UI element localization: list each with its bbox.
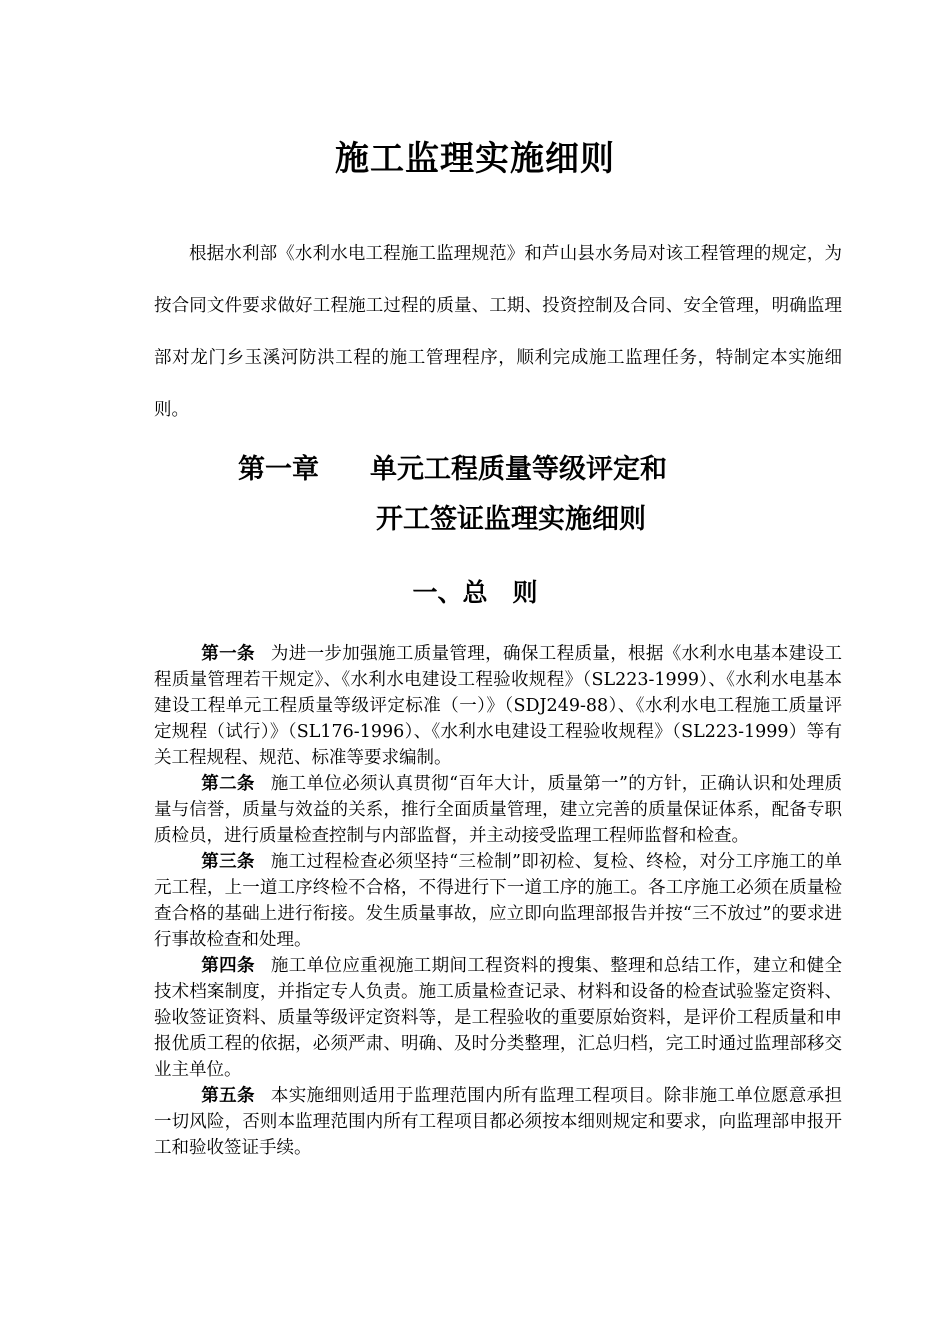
intro-paragraph: 根据水利部《水利水电工程施工监理规范》和芦山县水务局对该工程管理的规定，为按合同文件要求做好工程施工过程的质量、工期、投资控制及合同、安全管理，明确监理部对龙门乡玉溪河防洪工程的施工管理程序，顺利完成施工监理任务，特制定本实施细则。 [154, 244, 842, 420]
article-label: 第四条 [201, 956, 255, 976]
article-4 [154, 953, 842, 1083]
article-1 [154, 641, 842, 771]
article-list [154, 641, 842, 1161]
article-2 [154, 771, 842, 849]
article-text: 施工单位应重视施工期间工程资料的搜集、整理和总结工作，建立和健全技术档案制度，并指定专人负责。施工质量检查记录、材料和设备的检查试验鉴定资料、验收签证资料、质量等级评定资料等，是工程验收的重要原始资料，是评价工程质量和申报优质工程的依据，必须严肃、明确、及时分类整理，汇总归档，完工时通过监理部移交业主单位。 [154, 956, 843, 1080]
article-label: 第五条 [201, 1086, 255, 1106]
article-3 [154, 849, 842, 953]
article-label: 第一条 [201, 644, 255, 664]
article-label: 第二条 [201, 774, 255, 794]
article-text: 施工单位必须认真贯彻“百年大计，质量第一”的方针，正确认识和处理质量与信誉，质量与效益的关系，推行全面质量管理，建立完善的质量保证体系，配备专职质检员，进行质量检查控制与内部监督，并主动接受监理工程师监督和检查。 [154, 774, 842, 846]
chapter-title-line1: 单元工程质量等级评定和 [370, 454, 667, 485]
section-heading: 一、总 则 [412, 578, 538, 607]
article-text: 施工过程检查必须坚持“三检制”即初检、复检、终检，对分工序施工的单元工程，上一道工序终检不合格，不得进行下一道工序的施工。各工序施工必须在质量检查合格的基础上进行衔接。发生质量事故，应立即向监理部报告并按“三不放过”的要求进行事故检查和处理。 [154, 852, 842, 950]
article-label: 第三条 [201, 852, 255, 872]
chapter-number: 第一章 [238, 454, 319, 485]
article-5 [154, 1083, 842, 1161]
document-title: 施工监理实施细则 [335, 139, 615, 179]
article-text: 为进一步加强施工质量管理，确保工程质量，根据《水利水电基本建设工程质量管理若干规定》、《水利水电建设工程验收规程》（SL223-1999）、《水利水电基本建设工程单元工程质量等级评定标准（一）》（SDJ249-88）、《水利水电工程施工质量评定规程（试行）》（SL176-1996）、《水利水电建设工程验收规程》（SL223-1999）等有关工程规程、规范、标准等要求编制。 [154, 644, 843, 768]
chapter-title-line2: 开工签证监理实施细则 [376, 504, 646, 535]
article-text: 本实施细则适用于监理范围内所有监理工程项目。除非施工单位愿意承担一切风险，否则本监理范围内所有工程项目都必须按本细则规定和要求，向监理部申报开工和验收签证手续。 [154, 1086, 843, 1158]
